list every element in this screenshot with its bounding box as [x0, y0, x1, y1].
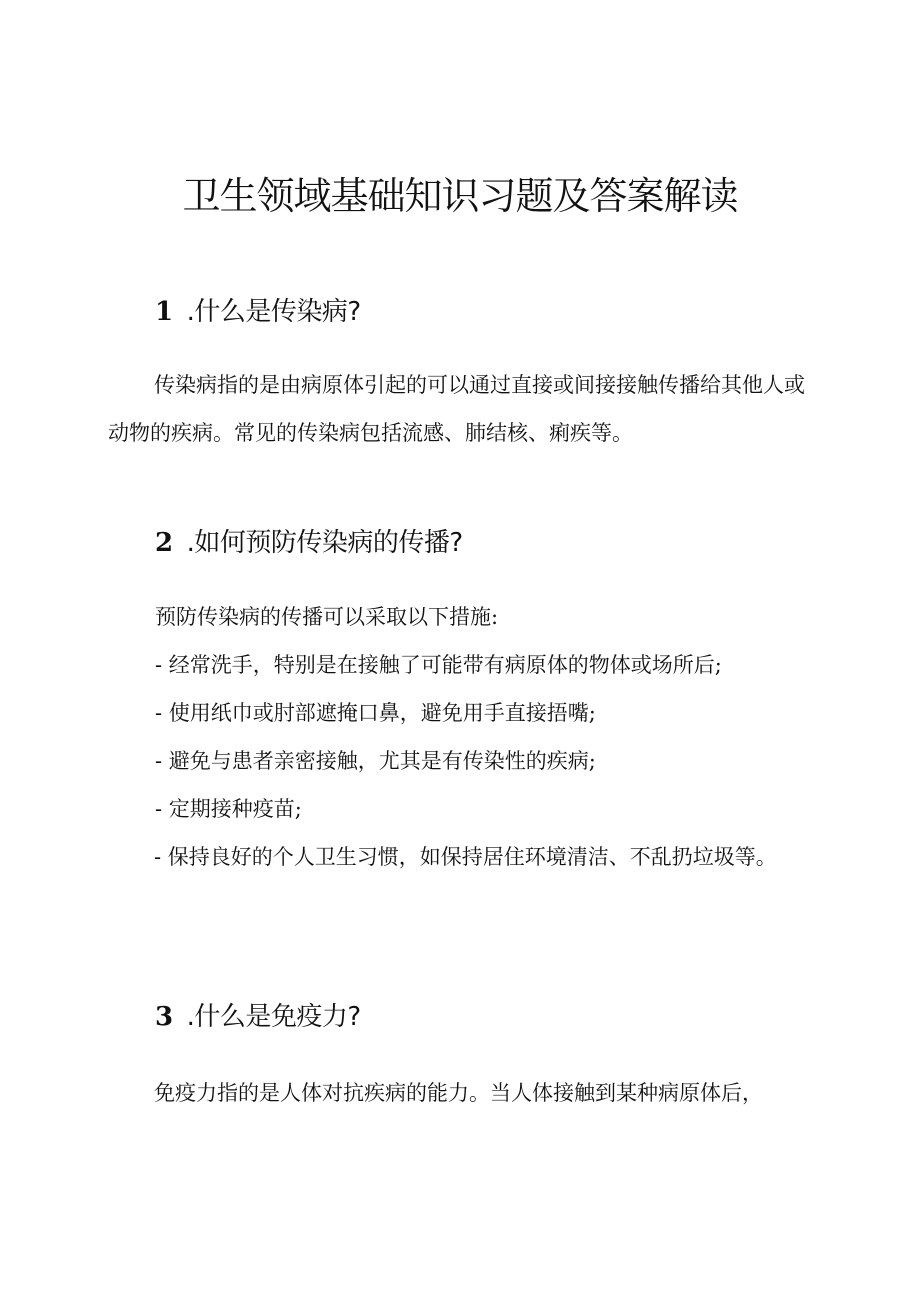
list-item: - 使用纸巾或肘部遮掩口鼻，避免用手直接捂嘴;	[155, 701, 596, 725]
section-3-heading	[155, 997, 361, 1037]
list-item: - 避免与患者亲密接触，尤其是有传染性的疾病;	[155, 749, 596, 773]
section-1-heading	[155, 292, 361, 332]
section-1-paragraph: 传染病指的是由病原体引起的可以通过直接或间接接触传播给其他人或动物的疾病。常见的传染病包括流感、肺结核、痢疾等。	[108, 373, 805, 445]
section-2-number: 2	[155, 528, 173, 558]
section-1-heading-text: .什么是传染病?	[186, 297, 361, 327]
section-2-intro: 预防传染病的传播可以采取以下措施:	[155, 605, 499, 629]
section-2-heading	[155, 523, 463, 563]
section-2-heading-text: .如何预防传染病的传播?	[186, 528, 463, 558]
list-item: - 经常洗手，特别是在接触了可能带有病原体的物体或场所后;	[155, 653, 722, 677]
section-3-number: 3	[155, 1002, 173, 1032]
list-item: - 定期接种疫苗;	[155, 797, 302, 821]
document-title: 卫生领域基础知识习题及答案解读	[182, 174, 738, 218]
section-3-paragraph: 免疫力指的是人体对抗疾病的能力。当人体接触到某种病原体后，	[154, 1081, 763, 1105]
section-3-heading-text: .什么是免疫力?	[186, 1002, 361, 1032]
list-item: - 保持良好的个人卫生习惯，如保持居住环境清洁、不乱扔垃圾等。	[154, 845, 777, 869]
section-1-number: 1	[155, 297, 173, 327]
